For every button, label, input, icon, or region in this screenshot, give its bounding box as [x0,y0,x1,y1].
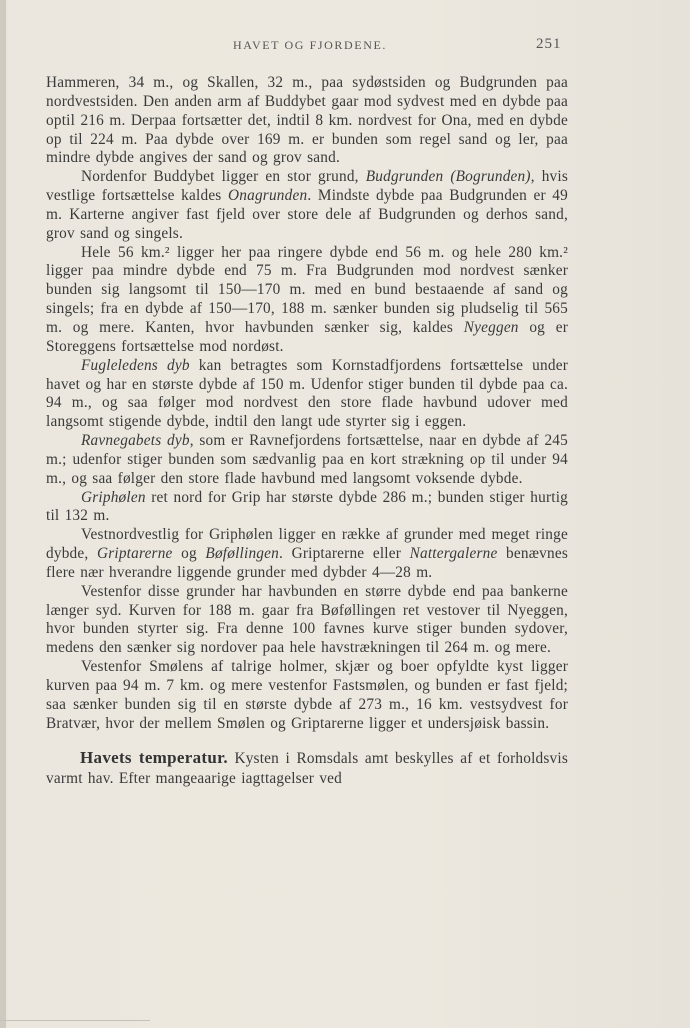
italic-term: Nattergalerne [409,545,498,563]
page-header [0,36,690,56]
section-text: Kysten i Romsdals amt beskylles af et forholdsvis varmt hav. Efter mangeaarige iagttagelser ved [46,749,568,787]
paragraph-text: , hvis vestlige fortsættelse kaldes [46,168,568,205]
paragraph-text: Hammeren, 34 m., og Skallen, 32 m., paa sydøstsiden og Budgrunden paa nordvestsiden. Den anden arm af Buddybet gaar mod sydvest med en dybde paa optil 216 m. Derpaa fortsætter det, indtil 8 km. nordvest for Ona, med en dybde op til 224 m. Paa dybde over 169 m. er bunden som regel sand og ler, paa mindre dybde angives der sand og grov sand. [46,74,568,167]
italic-term: Griptarerne [96,545,173,563]
paragraph [46,168,568,243]
paragraph-text: og er Storeggens fortsættelse mod nordøst. [46,318,568,355]
paragraph-text: Vestenfor Smølens af talrige holmer, skjær og boer opfyldte kyst ligger kurven paa 94 m. 7 km. og mere vestenfor Fastsmølen, og bunden er fast fjeld; saa sænker bunden sig til en største dybde af 273 m., 16 km. vestsydvest for Bratvær, hvor der mellem Smølen og Griptarerne ligger et undersjøisk bassin. [46,658,568,732]
paragraph-text: benævnes flere nær hverandre liggende grunder med dybder 4—28 m. [46,545,568,581]
bottom-rule [0,1020,150,1021]
page-spine-shadow [0,0,6,1028]
italic-term: Bøføllingen [205,545,279,563]
paragraph-text: . Mindste dybde paa Budgrunden er 49 m. Karterne angiver fast fjeld over store dele af Budgrunden og derhos sand, grov sand og singels. [46,187,568,242]
paragraph [46,583,568,658]
paragraph [46,244,568,357]
paragraph-text: kan betragtes som Kornstadfjordens fortsættelse under havet og har en største dybde af 150 m. Udenfor stiger bunden til dybde paa ca. 94 m., og saa følger mod nordvest den store flade havbund udover med langsomt stigende dybde, indtil den langt ude styrter sig i eggen. [46,356,568,431]
section-heading: Havets temperatur. [80,747,228,767]
italic-term: Griphølen [81,488,146,506]
paragraph [46,489,568,527]
italic-term: Ravnegabets dyb [81,432,190,450]
paragraph-text: , som er Ravnefjordens fortsættelse, naar en dybde af 245 m.; udenfor stiger bunden som sædvanlig paa en kort strækning op til under 94 m., og saa følger den store flade havbund med langsomt voksende dybde. [46,432,568,487]
paragraph [46,526,568,583]
paragraph-list [46,74,568,734]
section-paragraph [46,748,568,789]
italic-term: Onagrunden [228,187,308,205]
paragraph-text: ret nord for Grip har største dybde 286 m.; bunden stiger hurtig til 132 m. [46,488,568,525]
italic-term: Fugleledens dyb [81,356,190,374]
paragraph-text: Nordenfor Buddybet ligger en stor grund, [81,168,366,186]
paragraph [46,658,568,733]
page-number: 251 [536,36,562,52]
paragraph [46,357,568,432]
paragraph-text: Vestenfor disse grunder har havbunden en større dybde end paa bankerne længer syd. Kurven for 188 m. gaar fra Bøføllingen ret vestover til Nyeggen, hvor bunden styrter sig. Fra denne 100 favnes kurve stiger bunden sydover, medens den sænker sig nordover paa hele havstrækningen til 264 m. og mere. [46,582,568,657]
italic-term: Budgrunden (Bogrunden) [365,168,531,186]
running-head: HAVET OG FJORDENE. [233,38,388,52]
paragraph-text: og [172,545,206,563]
paragraph-text: Hele 56 km.² ligger her paa ringere dybde end 56 m. og hele 280 km.² ligger paa mindre dybde end 75 m. Fra Budgrunden mod nordvest sænker bunden sig langsomt til 150—170 m. med en bund bestaaende af sand og singels; fra en dybde af 150—170, 188 m. sænker bunden sig pludselig til 565 m. og mere. Kanten, hvor havbunden sænker sig, kaldes [46,243,568,336]
paragraph-text: Vestnordvestlig for Griphølen ligger en række af grunder med meget ringe dybde, [46,526,568,563]
body-text [46,74,568,789]
italic-term: Nyeggen [463,318,519,336]
paragraph [46,74,568,168]
paragraph-text: . Griptarerne eller [278,545,410,563]
paragraph [46,432,568,489]
